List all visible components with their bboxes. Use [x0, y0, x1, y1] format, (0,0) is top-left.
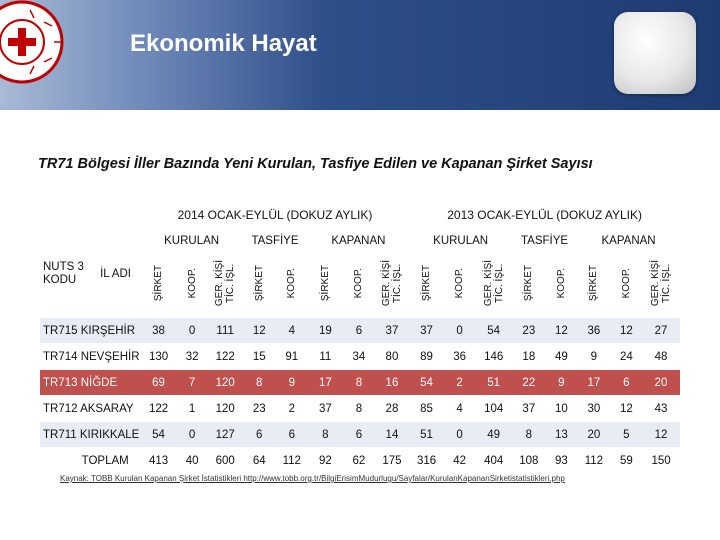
- province-name: TR711 KIRIKKALE: [40, 422, 141, 448]
- table-cell: 23: [242, 396, 276, 422]
- table-cell: 91: [276, 344, 307, 370]
- period-2014-header: 2014 OCAK-EYLÜL (DOKUZ AYLIK): [141, 200, 410, 230]
- group-header: KURULAN: [409, 230, 512, 252]
- table-cell: 32: [176, 344, 207, 370]
- table-cell: 51: [475, 370, 512, 396]
- province-name-header: İL ADI: [90, 230, 140, 318]
- table-cell: 8: [242, 370, 276, 396]
- table-cell: 36: [444, 344, 475, 370]
- column-label-text: KOOP.: [555, 268, 567, 299]
- table-row: [40, 318, 680, 344]
- column-label: [642, 252, 680, 318]
- table-cell: 146: [475, 344, 512, 370]
- table-cell: 104: [475, 396, 512, 422]
- column-label: [409, 252, 444, 318]
- table-cell: 112: [276, 448, 307, 474]
- table-row: [40, 396, 680, 422]
- page-title: Ekonomik Hayat: [130, 30, 317, 57]
- column-label-text: GER. KİŞİ TİC. İŞL.: [650, 260, 673, 307]
- table-cell: 12: [546, 318, 577, 344]
- table-row: [40, 344, 680, 370]
- table-cell: 20: [642, 370, 680, 396]
- table-cell: 37: [409, 318, 444, 344]
- table-cell: 6: [343, 318, 374, 344]
- table-cell: 7: [176, 370, 207, 396]
- table-cell: 49: [475, 422, 512, 448]
- table-cell: 5: [611, 422, 642, 448]
- column-label: [343, 252, 374, 318]
- table-cell: 12: [611, 318, 642, 344]
- table-cell: 10: [546, 396, 577, 422]
- table-cell: 22: [512, 370, 546, 396]
- column-label-text: GER. KİŞİ TİC. İŞL.: [482, 260, 505, 307]
- chamber-logo: [0, 0, 80, 90]
- table-cell: 43: [642, 396, 680, 422]
- table-cell: 37: [512, 396, 546, 422]
- table-cell: 0: [176, 422, 207, 448]
- table-cell: 17: [577, 370, 611, 396]
- column-label: [611, 252, 642, 318]
- table-cell: 4: [444, 396, 475, 422]
- column-label-text: KOOP.: [286, 268, 298, 299]
- decorative-rounded-square: [614, 12, 696, 94]
- column-label-text: ŞİRKET: [253, 265, 265, 302]
- table-cell: 34: [343, 344, 374, 370]
- table-cell: 15: [242, 344, 276, 370]
- table-cell: 8: [343, 396, 374, 422]
- table-cell: 37: [375, 318, 410, 344]
- table-cell: 36: [577, 318, 611, 344]
- table-cell: 9: [546, 370, 577, 396]
- column-label: [308, 252, 344, 318]
- table-cell: 51: [409, 422, 444, 448]
- table-cell: 92: [308, 448, 344, 474]
- table-cell: 112: [577, 448, 611, 474]
- table-row: [40, 448, 680, 474]
- table-cell: 600: [208, 448, 243, 474]
- column-label-text: KOOP.: [353, 268, 365, 299]
- table-cell: 120: [208, 396, 243, 422]
- table-cell: 17: [308, 370, 344, 396]
- table-cell: 38: [141, 318, 177, 344]
- column-label: [546, 252, 577, 318]
- table-cell: 316: [409, 448, 444, 474]
- company-stats-table: [40, 200, 680, 473]
- table-cell: 54: [141, 422, 177, 448]
- column-label: [475, 252, 512, 318]
- table-cell: 6: [276, 422, 307, 448]
- column-label: [242, 252, 276, 318]
- column-label: [141, 252, 177, 318]
- column-label: [512, 252, 546, 318]
- column-label-text: KOOP.: [620, 268, 632, 299]
- table-cell: 127: [208, 422, 243, 448]
- table-cell: 0: [444, 422, 475, 448]
- table-cell: 130: [141, 344, 177, 370]
- table-cell: 413: [141, 448, 177, 474]
- table-cell: 20: [577, 422, 611, 448]
- table-cell: 89: [409, 344, 444, 370]
- column-label-text: ŞİRKET: [523, 265, 535, 302]
- table-cell: 6: [611, 370, 642, 396]
- table-cell: 54: [475, 318, 512, 344]
- table-cell: 54: [409, 370, 444, 396]
- table-cell: 19: [308, 318, 344, 344]
- table-cell: 8: [512, 422, 546, 448]
- table-cell: 27: [642, 318, 680, 344]
- group-header: TASFİYE: [512, 230, 577, 252]
- province-name: TR714 NEVŞEHİR: [40, 344, 141, 370]
- table-cell: 24: [611, 344, 642, 370]
- table-cell: 0: [176, 318, 207, 344]
- table-cell: 8: [308, 422, 344, 448]
- table-cell: 2: [276, 396, 307, 422]
- table-cell: 69: [141, 370, 177, 396]
- table-cell: 6: [242, 422, 276, 448]
- group-header: KURULAN: [141, 230, 243, 252]
- table-cell: 111: [208, 318, 243, 344]
- table-cell: 59: [611, 448, 642, 474]
- column-label-text: KOOP.: [454, 268, 466, 299]
- column-label: [176, 252, 207, 318]
- table-cell: 62: [343, 448, 374, 474]
- table-cell: 9: [577, 344, 611, 370]
- province-name: TR715 KIRŞEHİR: [40, 318, 141, 344]
- table-cell: 80: [375, 344, 410, 370]
- table-cell: 2: [444, 370, 475, 396]
- column-label-text: ŞİRKET: [588, 265, 600, 302]
- table-cell: 8: [343, 370, 374, 396]
- table-cell: 122: [141, 396, 177, 422]
- column-label: [208, 252, 243, 318]
- column-label-text: GER. KİŞİ TİC. İŞL.: [214, 260, 237, 307]
- table-cell: 12: [242, 318, 276, 344]
- table-cell: 14: [375, 422, 410, 448]
- table-cell: 64: [242, 448, 276, 474]
- header-banner: [0, 0, 720, 110]
- table-cell: 150: [642, 448, 680, 474]
- table-cell: 85: [409, 396, 444, 422]
- province-name: TR713 NİĞDE: [40, 370, 141, 396]
- group-header: KAPANAN: [577, 230, 680, 252]
- table-cell: 37: [308, 396, 344, 422]
- table-cell: 49: [546, 344, 577, 370]
- table-cell: 175: [375, 448, 410, 474]
- table-cell: 48: [642, 344, 680, 370]
- table-row: [40, 370, 680, 396]
- table-cell: 42: [444, 448, 475, 474]
- table-cell: 12: [642, 422, 680, 448]
- period-2013-header: 2013 OCAK-EYLÜL (DOKUZ AYLIK): [409, 200, 680, 230]
- table-cell: 108: [512, 448, 546, 474]
- table-cell: 6: [343, 422, 374, 448]
- table-cell: 93: [546, 448, 577, 474]
- column-label: [577, 252, 611, 318]
- table-cell: 12: [611, 396, 642, 422]
- column-label: [276, 252, 307, 318]
- table-cell: 404: [475, 448, 512, 474]
- table-cell: 30: [577, 396, 611, 422]
- nuts-code-header: NUTS 3 KODU: [40, 230, 90, 318]
- table-cell: 13: [546, 422, 577, 448]
- province-name: TR712 AKSARAY: [40, 396, 141, 422]
- table-cell: 16: [375, 370, 410, 396]
- table-cell: 40: [176, 448, 207, 474]
- column-label: [375, 252, 410, 318]
- source-note: Kaynak: TOBB Kurulan Kapanan Şirket İstatistikleri http://www.tobb.org.tr/BilgiErisimMudurlugu/Sayfalar/KurulanKapananSirketistatistikleri.php: [60, 474, 565, 483]
- table-cell: 28: [375, 396, 410, 422]
- table-cell: 1: [176, 396, 207, 422]
- column-label-text: ŞİRKET: [153, 265, 165, 302]
- table-title: TR71 Bölgesi İller Bazında Yeni Kurulan, Tasfiye Edilen ve Kapanan Şirket Sayısı: [38, 156, 593, 172]
- table-cell: 23: [512, 318, 546, 344]
- column-label-text: ŞİRKET: [319, 265, 331, 302]
- column-label-text: GER. KİŞİ TİC. İŞL.: [380, 260, 403, 307]
- table-cell: 122: [208, 344, 243, 370]
- province-name: TOPLAM: [40, 448, 141, 474]
- table-cell: 18: [512, 344, 546, 370]
- table-cell: 9: [276, 370, 307, 396]
- column-label-text: ŞİRKET: [421, 265, 433, 302]
- table-cell: 0: [444, 318, 475, 344]
- group-header: KAPANAN: [308, 230, 410, 252]
- column-label: [444, 252, 475, 318]
- table-cell: 120: [208, 370, 243, 396]
- table-cell: 4: [276, 318, 307, 344]
- column-label-text: KOOP.: [186, 268, 198, 299]
- table-cell: 11: [308, 344, 344, 370]
- group-header: TASFİYE: [242, 230, 307, 252]
- table-row: [40, 422, 680, 448]
